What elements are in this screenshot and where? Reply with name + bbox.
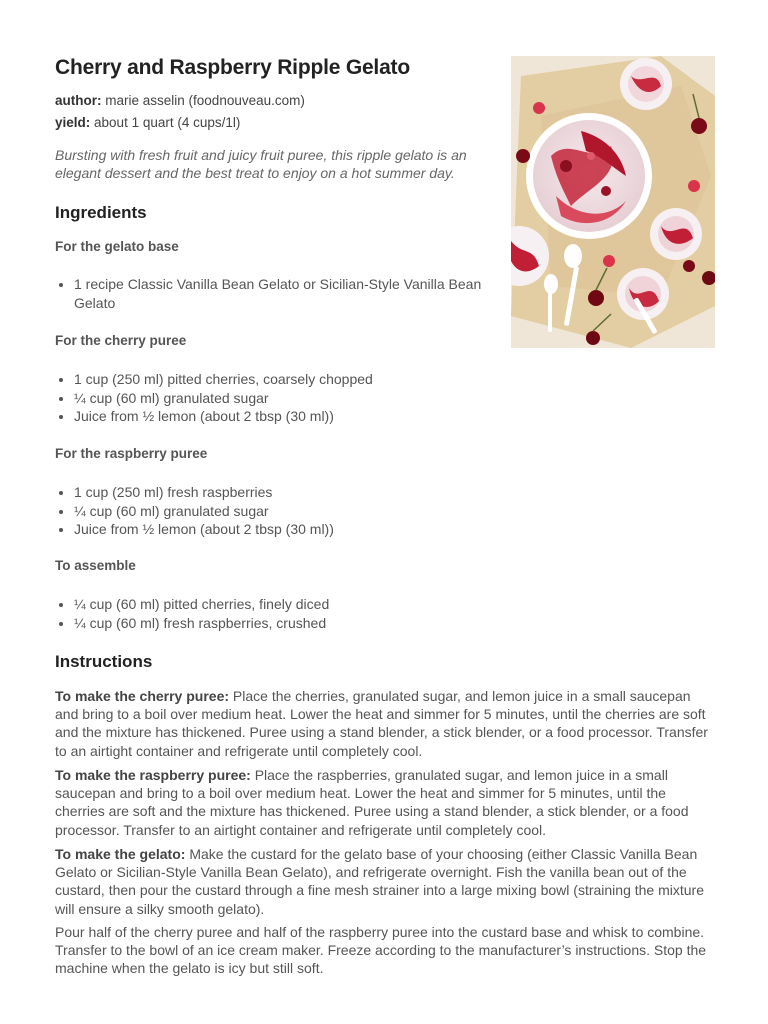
ingredient-item: • ¼ cup (60 ml) granulated sugar	[74, 502, 504, 521]
step-lead: To make the raspberry puree:	[55, 767, 251, 783]
ingredient-item: • 1 recipe Classic Vanilla Bean Gelato or Sicilian-Style Vanilla Bean Gelato	[74, 275, 494, 312]
recipe-title: Cherry and Raspberry Ripple Gelato	[55, 56, 410, 79]
yield-label: yield:	[55, 115, 91, 130]
ingredient-list	[55, 370, 504, 426]
ingredient-item: • Juice from ½ lemon (about 2 tbsp (30 ml))	[74, 520, 504, 539]
instruction-step	[55, 687, 717, 760]
ingredient-section-title: To assemble	[55, 558, 136, 573]
ingredient-item: • 1 cup (250 ml) fresh raspberries	[74, 483, 504, 502]
ingredient-item: • Juice from ½ lemon (about 2 tbsp (30 ml))	[74, 407, 504, 426]
ingredient-item: • 1 cup (250 ml) pitted cherries, coarsely chopped	[74, 370, 504, 389]
ingredient-item: • ¼ cup (60 ml) fresh raspberries, crushed	[74, 614, 504, 633]
author-label: author:	[55, 93, 102, 108]
ingredient-list	[55, 483, 504, 539]
ingredient-section-title: For the gelato base	[55, 239, 179, 254]
instruction-step	[55, 923, 717, 978]
ingredient-list	[55, 595, 504, 632]
instruction-step	[55, 845, 717, 918]
author-line	[55, 93, 305, 108]
recipe-intro: Bursting with fresh fruit and juicy fruit puree, this ripple gelato is an elegant dessert and the best treat to enjoy on a hot summer day.	[55, 147, 467, 181]
ingredient-item: • ¼ cup (60 ml) granulated sugar	[74, 389, 504, 408]
ingredient-list	[55, 275, 494, 312]
step-lead: To make the gelato:	[55, 846, 186, 862]
ingredients-heading: Ingredients	[55, 203, 147, 222]
instructions-heading: Instructions	[55, 652, 153, 671]
step-text: Make the custard for the gelato base of your choosing (either Classic Vanilla Bean Gelato or Sicilian-Style Vanilla Bean Gelato), and refrigerate overnight. Fish the vanilla bean out of the custard, then pour the custard through a fine mesh strainer into a large mixing bowl (straining the mixture will ensure a silky smooth gelato).	[55, 846, 704, 917]
author-value: marie asselin (foodnouveau.com)	[105, 93, 305, 108]
step-text: Pour half of the cherry puree and half of the raspberry puree into the custard base and whisk to combine. Transfer to the bowl of an ice cream maker. Freeze according to the manufacturer’s instructions. Stop the machine when the gelato is icy but still soft.	[55, 924, 707, 977]
ingredient-item: • ¼ cup (60 ml) pitted cherries, finely diced	[74, 595, 504, 614]
yield-value: about 1 quart (4 cups/1l)	[94, 115, 241, 130]
step-text: Place the cherries, granulated sugar, and lemon juice in a small saucepan and bring to a boil over medium heat. Lower the heat and simmer for 5 minutes, until the cherries are soft and the mixture has thickened. Puree using a stand blender, a stick blender, or a food processor. Transfer to an airtight container and refrigerate until completely cool.	[55, 688, 708, 759]
yield-line	[55, 115, 240, 130]
ingredient-section-title: For the raspberry puree	[55, 446, 208, 461]
step-text: Place the raspberries, granulated sugar, and lemon juice in a small saucepan and bring to a boil over medium heat. Lower the heat and simmer for 5 minutes, until the cherries are soft and the mixture has thickened. Puree using a stand blender, a stick blender, or a food processor. Transfer to an airtight container and refrigerate until completely cool.	[55, 767, 689, 838]
instruction-step	[55, 766, 717, 839]
ingredient-section-title: For the cherry puree	[55, 333, 187, 348]
step-lead: To make the cherry puree:	[55, 688, 230, 704]
gelato-photo	[511, 56, 715, 348]
